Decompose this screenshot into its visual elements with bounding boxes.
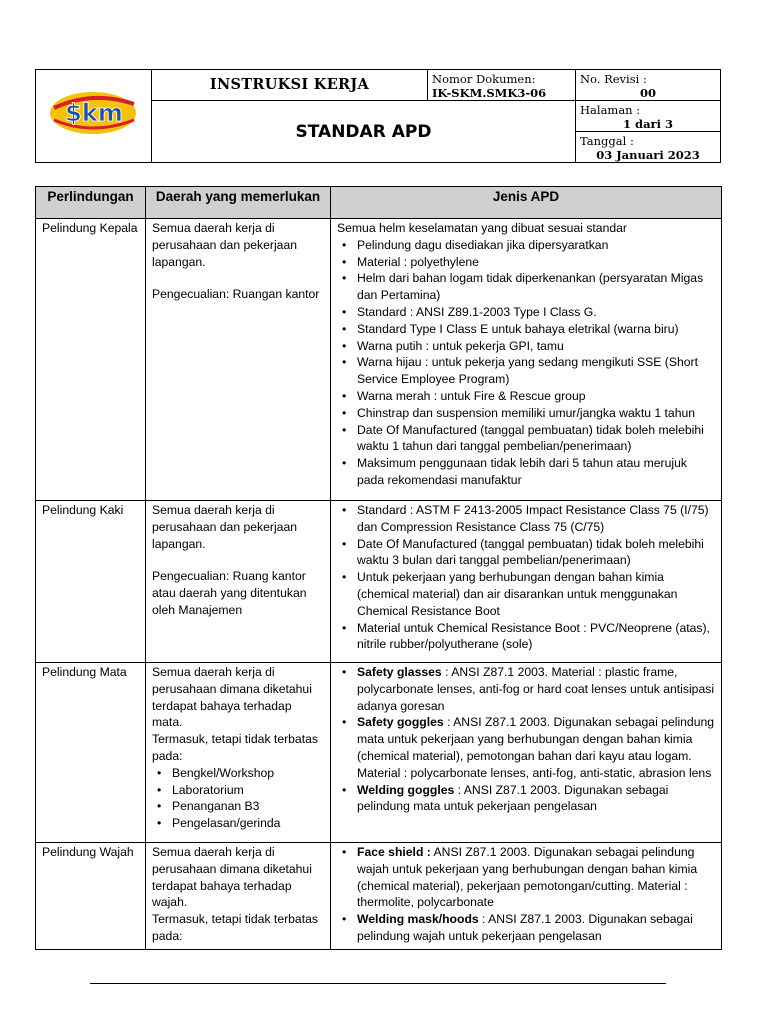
date-cell (576, 132, 721, 163)
item-title: Safety goggles (357, 715, 444, 730)
list-item: • Date Of Manufactured (tanggal pembuatan) tidak boleh melebihi waktu 3 bulan dari tanggal pembelian/penerimaan) (357, 536, 716, 570)
area-text: Semua daerah kerja di perusahaan dan pekerjaan lapangan. (152, 221, 298, 269)
column-header-area: Daerah yang memerlukan (146, 187, 331, 219)
revision-cell (576, 70, 721, 101)
list-item (357, 714, 716, 781)
area-cell (146, 663, 331, 843)
list-item: • Material untuk Chemical Resistance Boot : PVC/Neoprene (atas), nitrile rubber/polyutherane (sole) (357, 620, 716, 654)
item-text: : ANSI Z87.1 2003. Material : plastic frame, polycarbonate lenses, anti-fog or hard coat lenses untuk antisipasi adanya goresan (357, 665, 715, 713)
ppe-cell (331, 663, 722, 843)
item-text: : ANSI Z87.1 2003. Digunakan sebagai pelindung wajah untuk pekerjaan pengelasan (357, 912, 693, 943)
ppe-cell (331, 501, 722, 663)
page-label: Halaman : (580, 103, 641, 117)
doc-number-cell (428, 70, 576, 101)
item-text: ANSI Z87.1 2003. Digunakan sebagai pelindung wajah untuk pekerjaan yang berhubungan dengan bahan kimia (chemical material), pekerjaan pemotongan/cutting. Material : thermolite, polycarbonate (357, 845, 698, 910)
list-item: • Standard : ASTM F 2413-2005 Impact Resistance Class 75 (I/75) dan Compression Resistance Class 75 (C/75) (357, 502, 716, 536)
revision-value: 00 (639, 86, 656, 100)
table-row (36, 219, 722, 501)
logo-cell (36, 70, 152, 163)
list-item: • Pengelasan/gerinda (172, 815, 325, 832)
area-include-text: Termasuk, tetapi tidak terbatas pada: (152, 732, 318, 763)
logo-text: $km (65, 99, 123, 127)
doc-number: IK-SKM.SMK3-06 (432, 86, 547, 100)
column-header-ppe-type: Jenis APD (331, 187, 722, 219)
document-header (35, 69, 721, 163)
list-item: • Pelindung dagu disediakan jika dipersyaratkan (357, 237, 716, 254)
list-item: • Standard Type I Class E untuk bahaya eletrikal (warna biru) (357, 321, 716, 338)
item-text: : ANSI Z87.1 2003. Digunakan sebagai pelindung mata untuk pekerjaan yang berhubungan dengan bahan kimia (chemical material), pemotongan bahan dari kayu atau logam. Material : polycarbonate lenses, anti-fog, anti-static, abrasion lens (357, 715, 715, 780)
ppe-list (337, 237, 716, 489)
protection-cell: Pelindung Wajah (36, 843, 146, 950)
table-row (36, 663, 722, 843)
list-item: • Warna merah : untuk Fire & Rescue group (357, 388, 716, 405)
area-text: Semua daerah kerja di perusahaan dan pekerjaan lapangan. (152, 503, 298, 551)
area-text: Semua daerah kerja di perusahaan dimana diketahui terdapat bahaya terhadap mata. (152, 665, 312, 730)
list-item: • Date Of Manufactured (tanggal pembuatan) tidak boleh melebihi waktu 1 tahun dari tanggal pembelian/penerimaan) (357, 422, 716, 456)
ppe-list (337, 844, 716, 945)
protection-cell: Pelindung Kepala (36, 219, 146, 501)
list-item: • Chinstrap dan suspension memiliki umur/jangka waktu 1 tahun (357, 405, 716, 422)
list-item: • Untuk pekerjaan yang berhubungan dengan bahan kimia (chemical material) dan air disarankan untuk menggunakan Chemical Resistance Boot (357, 569, 716, 619)
table-row (36, 843, 722, 950)
protection-cell: Pelindung Kaki (36, 501, 146, 663)
list-item (357, 844, 716, 911)
item-title: Safety glasses (357, 665, 442, 679)
document-title: STANDAR APD (152, 101, 576, 163)
list-item: • Maksimum penggunaan tidak lebih dari 5 tahun atau merujuk pada rekomendasi manufaktur (357, 455, 716, 489)
area-cell (146, 219, 331, 501)
footer-divider (90, 983, 666, 984)
list-item: • Helm dari bahan logam tidak diperkenankan (persyaratan Migas dan Pertamina) (357, 270, 716, 304)
table-header-row (36, 187, 722, 219)
ppe-list (337, 664, 716, 815)
ppe-list (337, 502, 716, 653)
list-item (357, 782, 716, 816)
list-item: • Warna hijau : untuk pekerja yang sedang mengikuti SSE (Short Service Employee Program) (357, 354, 716, 388)
list-item: • Material : polyethylene (357, 254, 716, 271)
protection-cell: Pelindung Mata (36, 663, 146, 843)
doc-number-label: Nomor Dokumen: (432, 72, 536, 86)
area-cell (146, 501, 331, 663)
column-header-protection: Perlindungan (36, 187, 146, 219)
area-list (152, 765, 325, 832)
date-label: Tanggal : (580, 134, 634, 148)
area-text: Semua daerah kerja di perusahaan dimana diketahui terdapat bahaya terhadap wajah. (152, 845, 312, 910)
list-item (357, 664, 716, 714)
table-row (36, 501, 722, 663)
ppe-cell (331, 843, 722, 950)
item-title: Welding mask/hoods (357, 912, 479, 927)
doc-type: INSTRUKSI KERJA (152, 70, 428, 101)
item-text: : ANSI Z87.1 2003. Digunakan sebagai pelindung mata untuk pekerjaan pengelasan (357, 782, 669, 814)
exception-text: Pengecualian: Ruang kantor atau daerah yang ditentukan oleh Manajemen (152, 569, 307, 617)
list-item: • Standard : ANSI Z89.1-2003 Type I Class G. (357, 304, 716, 321)
item-title: Face shield : (357, 845, 431, 859)
area-include-text: Termasuk, tetapi tidak terbatas pada: (152, 912, 318, 943)
date-value: 03 Januari 2023 (596, 148, 700, 162)
company-logo (48, 88, 138, 138)
ppe-intro: Semua helm keselamatan yang dibuat sesuai standar (337, 221, 627, 235)
area-cell (146, 843, 331, 950)
exception-text: Pengecualian: Ruangan kantor (152, 287, 320, 302)
list-item: • Penanganan B3 (172, 798, 325, 815)
list-item (357, 911, 716, 945)
list-item: • Warna putih : untuk pekerja GPI, tamu (357, 338, 716, 355)
list-item: • Bengkel/Workshop (172, 765, 325, 782)
apd-table (35, 186, 722, 950)
ppe-cell (331, 219, 722, 501)
item-title: Welding goggles (357, 782, 455, 797)
revision-label: No. Revisi : (580, 72, 647, 86)
page-value: 1 dari 3 (623, 117, 673, 131)
list-item: • Laboratorium (172, 782, 325, 799)
page-cell (576, 101, 721, 132)
